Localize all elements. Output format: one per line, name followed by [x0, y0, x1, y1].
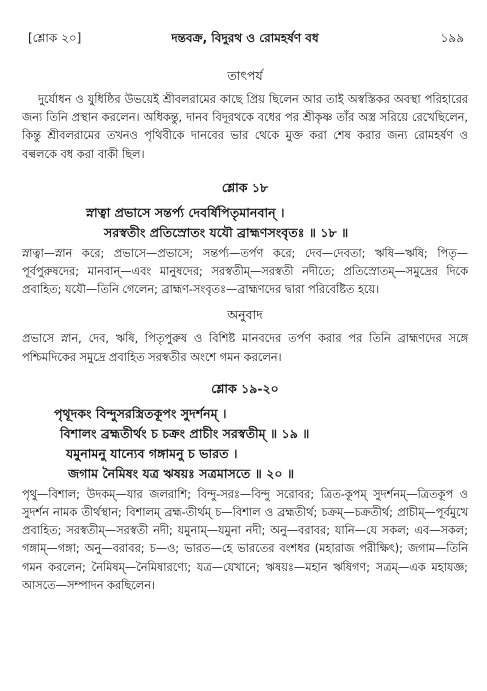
purport-heading: তাৎপর্য	[227, 68, 263, 83]
chapter-title: দন্তবক্র, বিদুরথ ও রোমহর্ষণ বধ	[171, 31, 319, 45]
shloka-18-verse	[22, 203, 468, 243]
verse-line: পৃথূদকং বিন্দুসরস্ত্রিতকূপং সুদর্শনম্ ।	[54, 405, 227, 421]
page-number: ১৯৯	[440, 31, 464, 45]
verse-line: বিশালং ব্রহ্মতীর্থং চ চক্রং প্রাচীং সরস্বতীম্ ॥ ১৯ ॥	[60, 425, 310, 441]
verse-range-label: [শ্লোক ২০]	[28, 31, 82, 45]
shloka-19-20-synonyms: পৃথু—বিশাল; উদকম্—যার জলরাশি; বিন্দু-সরঃ—বিন্দু সরোবর; ত্রিত-কূপম্ সুদর্শনম্—ত্রিতকূপ ও সুদর্শন নামক তীর্থস্থান; বিশালম্ ব্রহ্ম-তীর্থম্ চ—বিশাল ও ব্রহ্মতীর্থ; চক্রম্—চক্রতীর্থ; প্রাচীম্—পূর্বমুখে প্রবাহিত; সরস্বতীম্—সরস্বতী নদী; যমুনাম্—যমুনা নদী; অনু—বরাবর; যানি—যে সকল; এব—সকল; গঙ্গাম্—গঙ্গা; অনু—বরাবর; চ—ও; ভারত—হে ভারতের বংশধর (মহারাজ পরীক্ষিৎ); জগাম—তিনি গমন করলেন; নৈমিষম্—নৈমিষারণ্যে; যত্র—যেখানে; ঋষয়ঃ—মহান ঋষিগণ; সত্রম্—এক মহাযজ্ঞ; আসতে—সম্পাদন করছিলেন।	[22, 487, 468, 592]
shloka-18-heading: শ্লোক ১৮	[221, 179, 269, 195]
verse-line: জগাম নৈমিষং যত্র ঋষয়ঃ সত্রমাসতে ॥ ২০ ॥	[68, 465, 295, 481]
shloka-18-translation: প্রভাসে স্নান, দেব, ঋষি, পিতৃপুরুষ ও বিশিষ্ট মানবদের তর্পণ করার পর তিনি ব্রাহ্মণদের সঙ্গে পশ্চিমদিকের সমুদ্রে প্রবাহিত সরস্বতীর অংশে গমন করলেন।	[22, 332, 468, 364]
purport-text: দুর্যোধন ও যুধিষ্ঠির উভয়েই শ্রীবলরামের কাছে প্রিয় ছিলেন আর তাই অস্বস্তিকর অবস্থা পরিহারের জন্য তিনি প্রস্থান করলেন। অধিকন্তু, দানব বিদূরথকে বধের পর শ্রীকৃষ্ণ তাঁর অস্ত্র সরিয়ে রেখেছিলেন, কিন্তু শ্রীবলরামের তখনও পৃথিবীকে দানবের ভার থেকে মুক্ত করা শেষ করার জন্য রোমহর্ষণ ও বল্বলকে বধ করা বাকী ছিল।	[22, 93, 468, 161]
shloka-19-20-heading: শ্লোক ১৯-২০	[211, 380, 279, 396]
shloka-18-synonyms: স্নাত্বা—স্নান করে; প্রভাসে—প্রভাসে; সন্তর্প্য—তর্পণ করে; দেব—দেবতা; ঋষি—ঋষি; পিতৃ—পূর্বপুরুষদের; মানবান্—এবং মানুষদের; সরস্বতীম্—সরস্বতী নদীতে; প্রতিস্রোতম্—সমুদ্রের দিকে প্রবাহিত; যযৌ—তিনি গেলেন; ব্রাহ্মণ-সংবৃতঃ—ব্রাহ্মণদের দ্বারা পরিবেষ্টিত হয়ে।	[22, 246, 468, 297]
verse-line: স্নাত্বা প্রভাসে সন্তর্প্য দেবর্ষিপিতৃমানবান্ ।	[86, 204, 285, 220]
shloka-19-20-verse	[22, 404, 468, 484]
verse-line: যমুনামনু যান্যেব গঙ্গামনু চ ভারত ।	[66, 445, 238, 461]
translation-heading: অনুবাদ	[227, 307, 263, 323]
verse-line: সরস্বতীং প্রতিস্রোতং যযৌ ব্রাহ্মণসংবৃতঃ ॥ ১৮ ॥	[104, 224, 349, 240]
page-header	[22, 30, 468, 50]
page	[22, 30, 468, 595]
